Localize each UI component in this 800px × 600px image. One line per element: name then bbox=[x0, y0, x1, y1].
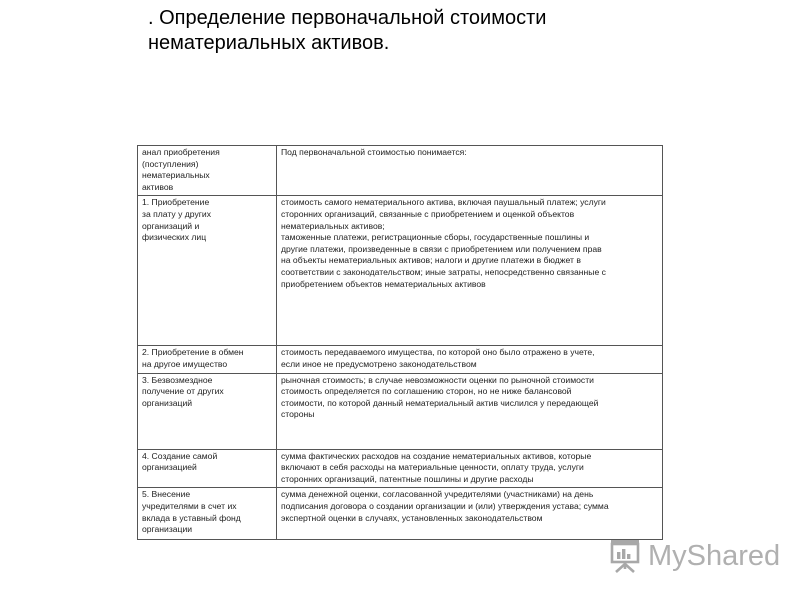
slide-title-line-1: . Определение первоначальной стоимости bbox=[148, 7, 547, 29]
table-cell-cost: сумма денежной оценки, согласованной учредителями (участниками) на день подписания договора о создании организации и (или) утверждения устава; сумма экспертной оценки в случаях, установленных законодательством bbox=[277, 488, 663, 540]
table-row-header bbox=[138, 146, 663, 196]
table-row bbox=[138, 449, 663, 488]
table-cell-cost: стоимость самого нематериального актива, включая паушальный платеж; услуги сторонних организаций, связанные с приобретением и оценкой объектов нематериальных активов; таможенные платежи, регистрационные сборы, государственные пошлины и другие платежи, произведенные в связи с приобретением или получением прав на объекты нематериальных активов; налоги и другие платежи в бюджет в соответствии с законодательством; иные затраты, непосредственно связанные с приобретением объектов нематериальных активов bbox=[277, 196, 663, 346]
table-row bbox=[138, 488, 663, 540]
table-cell-cost: сумма фактических расходов на создание нематериальных активов, которые включают в себя расходы на материальные ценности, оплату труда, услуги сторонних организаций, патентные пошлины и другие расходы bbox=[277, 449, 663, 488]
myshared-logo[interactable] bbox=[607, 537, 781, 573]
slide-title bbox=[148, 6, 748, 56]
table-cell-method: анал приобретения (поступления) нематериальных активов bbox=[138, 146, 277, 196]
table-cell-method: 1. Приобретение за плату у других организаций и физических лиц bbox=[138, 196, 277, 346]
table-cell-method: 2. Приобретение в обмен на другое имущество bbox=[138, 346, 277, 373]
slide-title-line-2: нематериальных активов. bbox=[148, 32, 390, 54]
table-cell-cost: стоимость передаваемого имущества, по которой оно было отражено в учете, если иное не предусмотрено законодательством bbox=[277, 346, 663, 373]
table-cell-method: 4. Создание самой организацией bbox=[138, 449, 277, 488]
projector-board-icon bbox=[607, 539, 643, 573]
table-row bbox=[138, 196, 663, 346]
table-row bbox=[138, 373, 663, 449]
table-cell-cost: Под первоначальной стоимостью понимается: bbox=[277, 146, 663, 196]
cost-table bbox=[137, 145, 663, 540]
table-cell-method: 5. Внесение учредителями в счет их вклада в уставный фонд организации bbox=[138, 488, 277, 540]
table-cell-cost: рыночная стоимость; в случае невозможности оценки по рыночной стоимости стоимость определяется по соглашению сторон, но не ниже балансовой стоимости, по которой данный нематериальный актив числился у передающей стороны bbox=[277, 373, 663, 449]
table-row bbox=[138, 346, 663, 373]
logo-text: MyShared bbox=[648, 540, 781, 572]
table-cell-method: 3. Безвозмездное получение от других организаций bbox=[138, 373, 277, 449]
